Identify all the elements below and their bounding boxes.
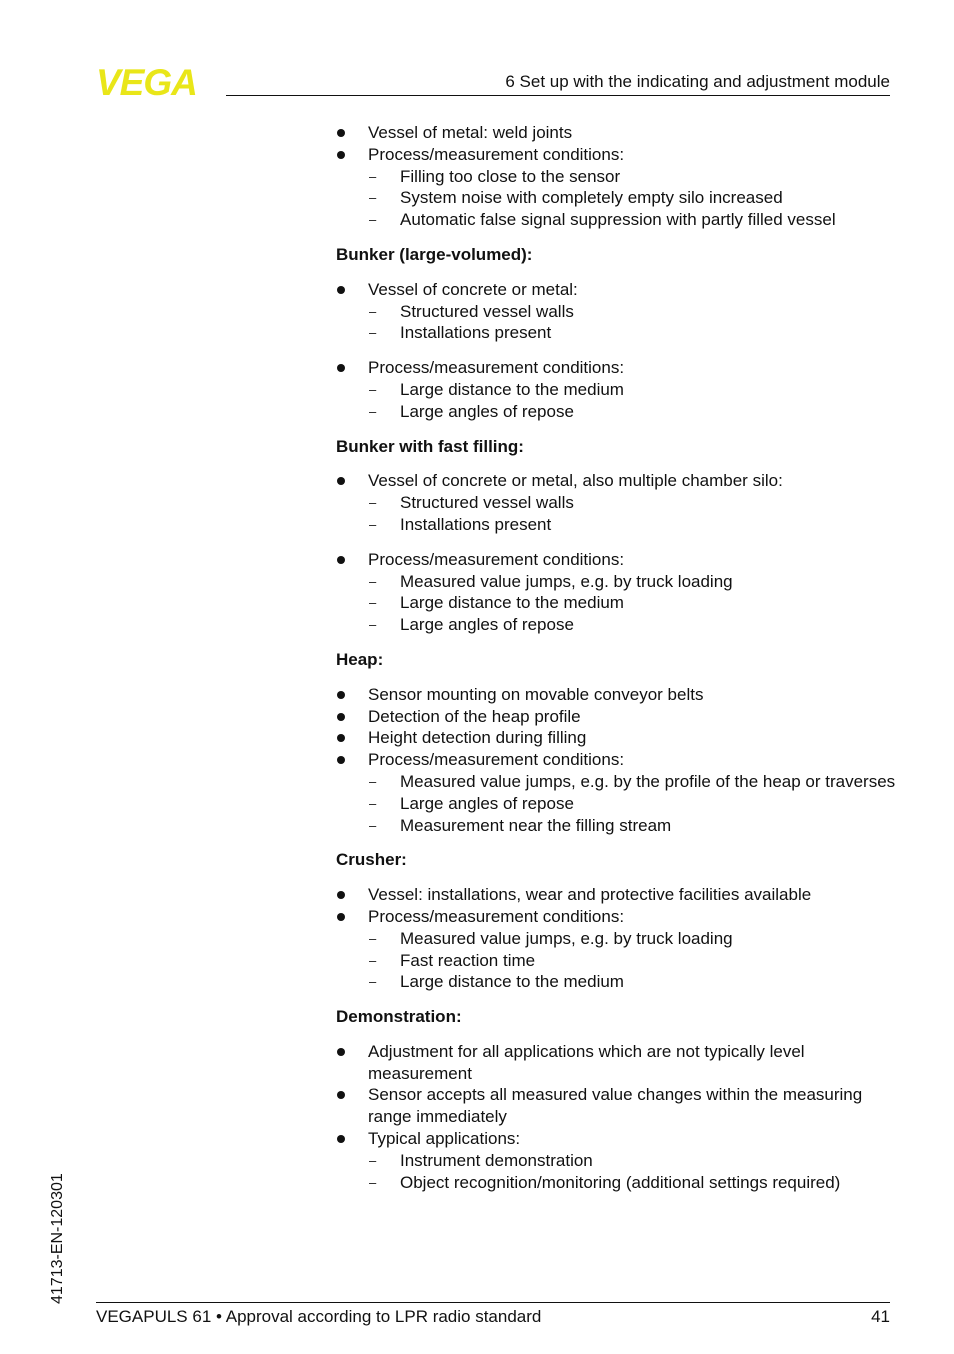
demonstration-list xyxy=(336,1041,896,1194)
list-item: Vessel of concrete or metal, also multiple chamber silo: xyxy=(336,470,896,492)
list-item: Typical applications: xyxy=(336,1128,896,1150)
list-item: Sensor accepts all measured value changes within the measuring range immediately xyxy=(336,1084,896,1128)
sub-list-item: – Instrument demonstration xyxy=(336,1150,896,1172)
list-item: Process/measurement conditions: xyxy=(336,749,896,771)
sub-list-item: – Structured vessel walls xyxy=(336,492,896,514)
crusher-list xyxy=(336,884,896,993)
sub-list-item: – Large angles of repose xyxy=(336,793,896,815)
sub-list-item: – Object recognition/monitoring (additional settings required) xyxy=(336,1172,896,1194)
intro-list xyxy=(336,122,896,231)
sub-list-item: – Large angles of repose xyxy=(336,614,896,636)
section-heading-heap: Heap: xyxy=(336,649,384,669)
header-rule xyxy=(226,95,890,96)
bunker-large-list xyxy=(336,279,896,423)
list-item: Height detection during filling xyxy=(336,727,896,749)
sub-list-item: – Measured value jumps, e.g. by the profile of the heap or traverses xyxy=(336,771,896,793)
section-heading-crusher: Crusher: xyxy=(336,850,407,870)
list-item: Process/measurement conditions: xyxy=(336,357,896,379)
sub-list-item: – Large distance to the medium xyxy=(336,379,896,401)
list-item: Detection of the heap profile xyxy=(336,706,896,728)
list-item: Process/measurement conditions: xyxy=(336,549,896,571)
page-number: 41 xyxy=(871,1307,890,1326)
footer-text: VEGAPULS 61 • Approval according to LPR radio standard xyxy=(96,1307,542,1326)
sub-list-item: – Automatic false signal suppression with partly filled vessel xyxy=(336,209,896,231)
list-item: Vessel of metal: weld joints xyxy=(336,122,896,144)
document-id: 41713-EN-120301 xyxy=(49,1173,66,1304)
vega-logo-text: VEGA xyxy=(96,66,197,98)
page-content xyxy=(336,122,896,1193)
list-item: Vessel of concrete or metal: xyxy=(336,279,896,301)
sub-list-item: – Large distance to the medium xyxy=(336,592,896,614)
sub-list-item: – Structured vessel walls xyxy=(336,301,896,323)
list-item: Sensor mounting on movable conveyor belts xyxy=(336,684,896,706)
sub-list-item: – Installations present xyxy=(336,322,896,344)
list-item: Process/measurement conditions: xyxy=(336,144,896,166)
vega-logo xyxy=(96,66,220,98)
section-heading-demonstration: Demonstration: xyxy=(336,1007,462,1027)
list-item: Vessel: installations, wear and protective facilities available xyxy=(336,884,896,906)
list-item: Adjustment for all applications which are not typically level measurement xyxy=(336,1041,896,1085)
sub-list-item: – Measurement near the filling stream xyxy=(336,815,896,837)
sub-list-item: – Installations present xyxy=(336,514,896,536)
sub-list-item: – Filling too close to the sensor xyxy=(336,166,896,188)
sub-list-item: – System noise with completely empty silo increased xyxy=(336,187,896,209)
bunker-fast-list xyxy=(336,470,896,636)
sub-list-item: – Large distance to the medium xyxy=(336,971,896,993)
sub-list-item: – Measured value jumps, e.g. by truck loading xyxy=(336,928,896,950)
sub-list-item: – Large angles of repose xyxy=(336,401,896,423)
footer-rule xyxy=(96,1302,890,1303)
section-heading-bunker-large: Bunker (large-volumed): xyxy=(336,244,533,264)
chapter-title: 6 Set up with the indicating and adjustment module xyxy=(505,72,890,91)
sub-list-item: – Measured value jumps, e.g. by truck loading xyxy=(336,571,896,593)
section-heading-bunker-fast: Bunker with fast filling: xyxy=(336,436,524,456)
heap-list xyxy=(336,684,896,837)
list-item: Process/measurement conditions: xyxy=(336,906,896,928)
sub-list-item: – Fast reaction time xyxy=(336,950,896,972)
